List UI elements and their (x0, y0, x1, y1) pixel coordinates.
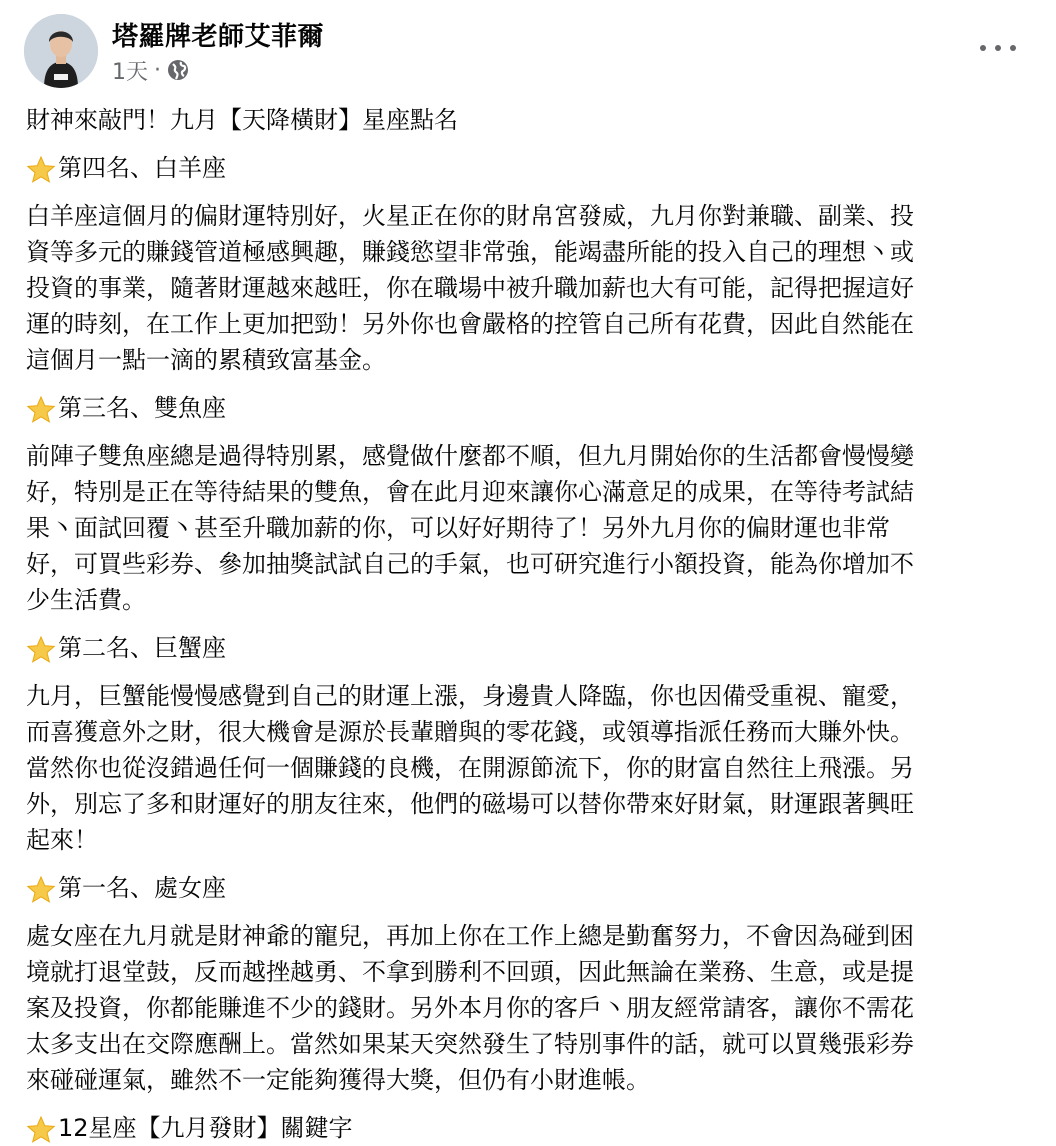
star-icon (26, 155, 56, 185)
paragraph-line: 案及投資，你都能賺進不少的錢財。另外本月你的客戶丶朋友經常請客，讓你不需花 (26, 994, 914, 1022)
paragraph-line: 來碰碰運氣，雖然不一定能夠獲得大獎，但仍有小財進帳。 (26, 1066, 650, 1094)
section-paragraph (26, 918, 1030, 1098)
paragraph-line: 投資的事業，隨著財運越來越旺，你在職場中被升職加薪也大有可能，記得把握這好 (26, 274, 914, 302)
post-time[interactable]: 1天 (112, 59, 148, 85)
section-heading-text: 第一名、處女座 (58, 874, 226, 902)
paragraph-line: 好，可買些彩券、參加抽獎試試自己的手氣，也可研究進行小額投資，能為你增加不 (26, 550, 914, 578)
section-heading-text: 第二名、巨蟹座 (58, 634, 226, 662)
paragraph-line: 果丶面試回覆丶甚至升職加薪的你，可以好好期待了！另外九月你的偏財運也非常 (26, 514, 890, 542)
section-heading (26, 390, 1030, 426)
section-heading (26, 630, 1030, 666)
section-heading-text: 第三名、雙魚座 (58, 394, 226, 422)
section-paragraph (26, 198, 1030, 378)
star-icon (26, 1115, 56, 1145)
author-name[interactable]: 塔羅牌老師艾菲爾 (112, 22, 325, 52)
partial-heading-text: 12星座【九月發財】關鍵字 (58, 1114, 353, 1142)
sections (26, 150, 1030, 1098)
section-paragraph (26, 438, 1030, 618)
star-icon (26, 875, 56, 905)
paragraph-line: 少生活費。 (26, 586, 146, 614)
paragraph-line: 當然你也從沒錯過任何一個賺錢的良機，在開源節流下，你的財富自然往上飛漲。另 (26, 754, 914, 782)
section-heading-text: 第四名、白羊座 (58, 154, 226, 182)
paragraph-line: 九月，巨蟹能慢慢感覺到自己的財運上漲，身邊貴人降臨，你也因備受重視、寵愛， (26, 682, 914, 710)
paragraph-line: 外，別忘了多和財運好的朋友往來，他們的磁場可以替你帶來好財氣，財運跟著興旺 (26, 790, 914, 818)
paragraph-line: 而喜獲意外之財，很大機會是源於長輩贈與的零花錢，或領導指派任務而大賺外快。 (26, 718, 914, 746)
paragraph-line: 處女座在九月就是財神爺的寵兒，再加上你在工作上總是勤奮努力，不會因為碰到困 (26, 922, 914, 950)
section-heading (26, 150, 1030, 186)
paragraph-line: 好，特別是正在等待結果的雙魚，會在此月迎來讓你心滿意足的成果，在等待考試結 (26, 478, 914, 506)
post-body (26, 100, 1030, 1146)
post-header (0, 0, 1056, 100)
more-options-icon[interactable] (980, 36, 1016, 60)
paragraph-line: 前陣子雙魚座總是過得特別累，感覺做什麼都不順，但九月開始你的生活都會慢慢變 (26, 442, 914, 470)
paragraph-line: 起來！ (26, 826, 98, 854)
star-icon (26, 635, 56, 665)
paragraph-line: 這個月一點一滴的累積致富基金。 (26, 346, 386, 374)
post-meta (112, 56, 189, 84)
paragraph-line: 太多支出在交際應酬上。當然如果某天突然發生了特別事件的話，就可以買幾張彩券 (26, 1030, 914, 1058)
section-heading (26, 870, 1030, 906)
meta-separator: · (154, 57, 161, 83)
star-icon (26, 395, 56, 425)
paragraph-line: 運的時刻，在工作上更加把勁！另外你也會嚴格的控管自己所有花費，因此自然能在 (26, 310, 914, 338)
avatar[interactable] (24, 14, 98, 88)
globe-icon[interactable] (167, 59, 189, 81)
post-title: 財神來敲門！九月【天降橫財】星座點名 (26, 106, 458, 134)
partial-heading (26, 1110, 1030, 1146)
paragraph-line: 白羊座這個月的偏財運特別好，火星正在你的財帛宮發威，九月你對兼職、副業、投 (26, 202, 914, 230)
paragraph-line: 境就打退堂鼓，反而越挫越勇、不拿到勝利不回頭，因此無論在業務、生意，或是提 (26, 958, 914, 986)
paragraph-line: 資等多元的賺錢管道極感興趣，賺錢慾望非常強，能竭盡所能的投入自己的理想丶或 (26, 238, 914, 266)
section-paragraph (26, 678, 1030, 858)
